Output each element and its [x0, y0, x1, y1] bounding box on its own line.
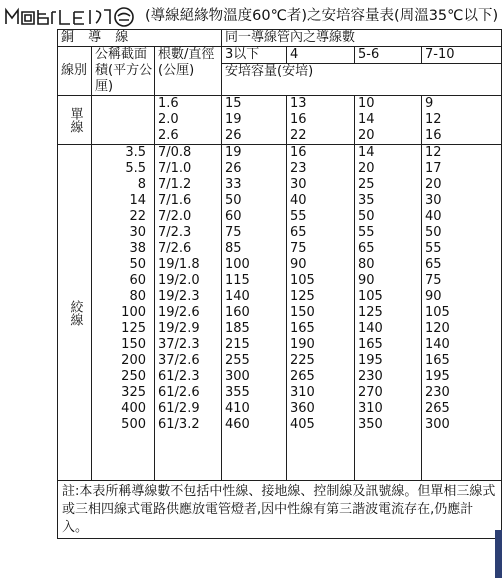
- table-cell-value: 195: [425, 369, 450, 384]
- table-cell-value: 75: [225, 225, 242, 240]
- table-cell-value: 310: [358, 401, 383, 416]
- table-cell-value: 19/1.8: [158, 257, 200, 272]
- table-cell-value: 37/2.3: [158, 337, 200, 352]
- single-wire-label: 單線: [58, 96, 92, 145]
- single-wire-diameters: [155, 96, 222, 145]
- table-cell-value: 13: [290, 96, 307, 111]
- header-nominal-area: 公稱截面積(平方公厘): [92, 47, 155, 96]
- table-cell-value: 265: [290, 369, 315, 384]
- table-cell-value: 60: [129, 273, 146, 288]
- table-cell-value: 115: [225, 273, 250, 288]
- table-cell-value: 7/2.3: [158, 225, 192, 240]
- header-same-conduit: 同一導線管內之導線數: [222, 30, 502, 47]
- table-cell-value: 22: [129, 209, 146, 224]
- table-cell-value: 230: [425, 385, 450, 400]
- table-cell-value: 125: [358, 305, 383, 320]
- table-cell-value: 7/2.6: [158, 241, 192, 256]
- single-wire-area: [92, 96, 155, 145]
- table-cell-value: 150: [121, 337, 146, 352]
- table-cell-value: 61/2.6: [158, 385, 200, 400]
- table-cell-value: 65: [290, 225, 307, 240]
- header-count-group: 7-10: [422, 47, 502, 64]
- stranded-amp-7-10: [422, 145, 502, 481]
- table-cell-value: 50: [358, 209, 375, 224]
- table-cell-value: 100: [121, 305, 146, 320]
- table-cell-value: 75: [290, 241, 307, 256]
- table-cell-value: 125: [121, 321, 146, 336]
- table-cell-value: 5.5: [125, 161, 146, 176]
- stranded-count-diameters: [155, 145, 222, 481]
- table-cell-value: 55: [425, 241, 442, 256]
- page-edge-bar: [495, 530, 502, 578]
- table-cell-value: 10: [358, 96, 375, 111]
- table-cell-value: 14: [358, 145, 375, 160]
- table-cell-value: 20: [358, 128, 375, 143]
- table-cell-value: 270: [358, 385, 383, 400]
- table-cell-value: 2.6: [158, 128, 179, 143]
- single-amp-7-10: [422, 96, 502, 145]
- table-cell-value: 225: [290, 353, 315, 368]
- table-cell-value: 250: [121, 369, 146, 384]
- table-cell-value: 40: [290, 193, 307, 208]
- mobile01-logo: [4, 4, 144, 28]
- table-cell-value: 80: [358, 257, 375, 272]
- table-cell-value: 19/2.3: [158, 289, 200, 304]
- table-cell-value: 160: [225, 305, 250, 320]
- table-cell-value: 200: [121, 353, 146, 368]
- table-cell-value: 12: [425, 145, 442, 160]
- table-cell-value: 33: [225, 177, 242, 192]
- table-cell-value: 7/1.2: [158, 177, 192, 192]
- table-cell-value: 150: [290, 305, 315, 320]
- table-cell-value: 75: [425, 273, 442, 288]
- table-cell-value: 7/1.0: [158, 161, 192, 176]
- table-cell-value: 8: [137, 177, 146, 192]
- table-cell-value: 90: [358, 273, 375, 288]
- table-cell-value: 35: [358, 193, 375, 208]
- table-cell-value: 185: [225, 321, 250, 336]
- table-cell-value: 140: [425, 337, 450, 352]
- table-cell-value: 120: [425, 321, 450, 336]
- table-cell-value: 165: [358, 337, 383, 352]
- table-cell-value: 50: [129, 257, 146, 272]
- table-cell-value: 50: [425, 225, 442, 240]
- table-cell-value: 20: [425, 177, 442, 192]
- table-cell-value: 19: [225, 145, 242, 160]
- table-cell-value: 30: [425, 193, 442, 208]
- page-title: (導線絕緣物溫度60℃者)之安培容量表(周溫35℃以下): [145, 8, 499, 24]
- table-cell-value: 19: [225, 112, 242, 127]
- single-amp-4: [287, 96, 355, 145]
- table-cell-value: 55: [290, 209, 307, 224]
- table-cell-value: 50: [225, 193, 242, 208]
- table-cell-value: 105: [358, 289, 383, 304]
- table-cell-value: 38: [129, 241, 146, 256]
- single-amp-5-6: [355, 96, 422, 145]
- table-cell-value: 140: [225, 289, 250, 304]
- table-cell-value: 300: [425, 417, 450, 432]
- table-note: 註:本表所稱導線數不包括中性線、接地線、控制線及訊號線。但單相三線式或三相四線式電路供應放電管燈者,因中性線有第三諧波電流存在,仍應計入。: [58, 481, 502, 539]
- table-cell-value: 310: [290, 385, 315, 400]
- table-cell-value: 37/2.6: [158, 353, 200, 368]
- single-amp-3: [222, 96, 287, 145]
- header-count-group: 5-6: [355, 47, 422, 64]
- table-cell-value: 26: [225, 161, 242, 176]
- table-cell-value: 23: [290, 161, 307, 176]
- table-cell-value: 2.0: [158, 112, 179, 127]
- table-cell-value: 80: [129, 289, 146, 304]
- table-cell-value: 105: [290, 273, 315, 288]
- header-wire-type: 線別: [58, 47, 92, 96]
- table-cell-value: 3.5: [125, 145, 146, 160]
- table-cell-value: 400: [121, 401, 146, 416]
- table-cell-value: 460: [225, 417, 250, 432]
- header-count-group: 3以下: [222, 47, 287, 64]
- table-cell-value: 500: [121, 417, 146, 432]
- table-cell-value: 90: [290, 257, 307, 272]
- stranded-areas: [92, 145, 155, 481]
- table-cell-value: 195: [358, 353, 383, 368]
- table-cell-value: 14: [358, 112, 375, 127]
- table-cell-value: 7/1.6: [158, 193, 192, 208]
- table-cell-value: 65: [425, 257, 442, 272]
- table-cell-value: 7/0.8: [158, 145, 192, 160]
- table-cell-value: 30: [129, 225, 146, 240]
- table-cell-value: 16: [425, 128, 442, 143]
- stranded-amp-3: [222, 145, 287, 481]
- table-cell-value: 65: [358, 241, 375, 256]
- table-cell-value: 16: [290, 112, 307, 127]
- table-cell-value: 22: [290, 128, 307, 143]
- table-cell-value: 30: [290, 177, 307, 192]
- stranded-amp-4: [287, 145, 355, 481]
- table-cell-value: 60: [225, 209, 242, 224]
- table-cell-value: 165: [290, 321, 315, 336]
- table-cell-value: 265: [425, 401, 450, 416]
- table-cell-value: 61/2.9: [158, 401, 200, 416]
- table-cell-value: 85: [225, 241, 242, 256]
- table-cell-value: 61/3.2: [158, 417, 200, 432]
- table-cell-value: 300: [225, 369, 250, 384]
- table-cell-value: 12: [425, 112, 442, 127]
- table-cell-value: 230: [358, 369, 383, 384]
- table-cell-value: 325: [121, 385, 146, 400]
- table-cell-value: 405: [290, 417, 315, 432]
- table-cell-value: 16: [290, 145, 307, 160]
- table-cell-value: 55: [358, 225, 375, 240]
- header-count-group: 4: [287, 47, 355, 64]
- table-cell-value: 9: [425, 96, 434, 111]
- page-header: [4, 4, 502, 28]
- table-cell-value: 350: [358, 417, 383, 432]
- table-cell-value: 355: [225, 385, 250, 400]
- table-cell-value: 90: [425, 289, 442, 304]
- table-cell-value: 360: [290, 401, 315, 416]
- table-cell-value: 19/2.9: [158, 321, 200, 336]
- header-ampacity: 安培容量(安培): [222, 64, 502, 96]
- table-cell-value: 140: [358, 321, 383, 336]
- table-cell-value: 15: [225, 96, 242, 111]
- table-cell-value: 7/2.0: [158, 209, 192, 224]
- table-cell-value: 1.6: [158, 96, 179, 111]
- table-cell-value: 165: [425, 353, 450, 368]
- ampacity-table: [57, 29, 502, 539]
- table-cell-value: 25: [358, 177, 375, 192]
- header-copper-wire: 銅 導 線: [58, 30, 222, 47]
- table-cell-value: 61/2.3: [158, 369, 200, 384]
- table-cell-value: 255: [225, 353, 250, 368]
- table-cell-value: 19/2.6: [158, 305, 200, 320]
- table-cell-value: 19/2.0: [158, 273, 200, 288]
- table-cell-value: 100: [225, 257, 250, 272]
- table-cell-value: 40: [425, 209, 442, 224]
- ampacity-table-container: [57, 29, 502, 539]
- table-cell-value: 105: [425, 305, 450, 320]
- stranded-amp-5-6: [355, 145, 422, 481]
- table-cell-value: 14: [129, 193, 146, 208]
- table-cell-value: 410: [225, 401, 250, 416]
- table-cell-value: 190: [290, 337, 315, 352]
- table-cell-value: 215: [225, 337, 250, 352]
- header-count-diameter: 根數/直徑(公厘): [155, 47, 222, 96]
- table-cell-value: 17: [425, 161, 442, 176]
- table-cell-value: 125: [290, 289, 315, 304]
- table-cell-value: 26: [225, 128, 242, 143]
- table-cell-value: 20: [358, 161, 375, 176]
- stranded-wire-label: 絞線: [58, 145, 92, 481]
